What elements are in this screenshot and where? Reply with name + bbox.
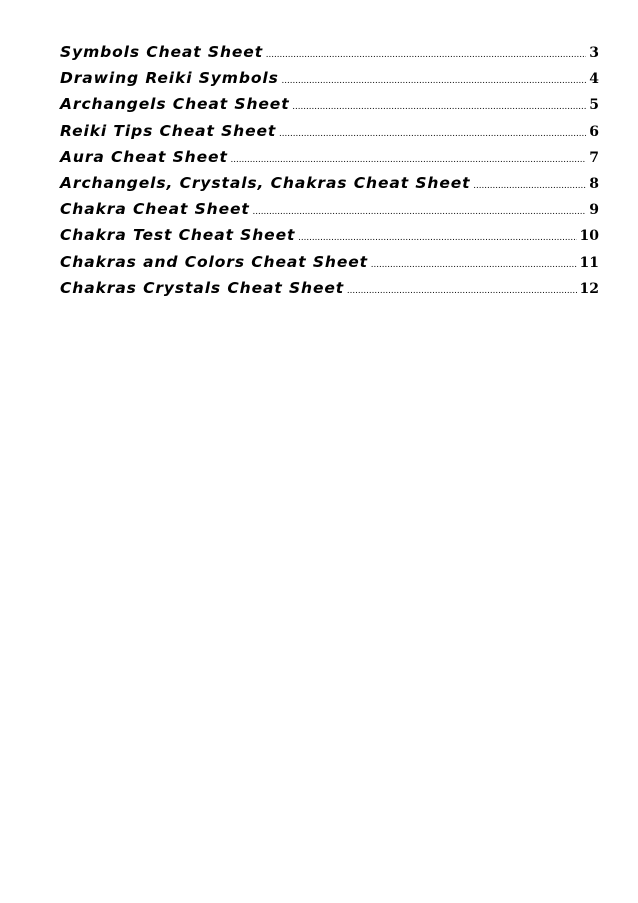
toc-dot-leader [347, 285, 576, 295]
toc-entry[interactable] [60, 200, 599, 226]
toc-dot-leader [282, 75, 587, 85]
toc-dot-leader [473, 180, 586, 190]
toc-entry-title: Aura Cheat Sheet [60, 147, 228, 166]
toc-entry[interactable] [60, 174, 599, 200]
toc-entry-page-number: 3 [589, 45, 599, 61]
toc-dot-leader [371, 259, 577, 269]
toc-entry[interactable] [60, 122, 599, 148]
toc-entry-page-number: 12 [579, 280, 599, 297]
toc-entry[interactable] [60, 279, 599, 305]
toc-entry-title: Chakras and Colors Cheat Sheet [60, 252, 368, 271]
toc-entry-title: Chakra Test Cheat Sheet [60, 226, 296, 245]
toc-entry-title: Reiki Tips Cheat Sheet [60, 121, 277, 140]
toc-entry-title: Drawing Reiki Symbols [60, 69, 279, 88]
toc-entry-title: Chakras Crystals Cheat Sheet [60, 278, 345, 297]
toc-entry-page-number: 6 [589, 123, 599, 140]
toc-entry-page-number: 7 [589, 149, 599, 166]
toc-entry[interactable] [60, 69, 599, 95]
toc-entry[interactable] [60, 253, 599, 279]
toc-entry[interactable] [60, 226, 599, 252]
toc-entry-title: Archangels, Crystals, Chakras Cheat Sheet [60, 173, 471, 192]
toc-entry-title: Symbols Cheat Sheet [60, 43, 264, 61]
toc-dot-leader [293, 101, 587, 111]
toc-dot-leader [231, 154, 587, 164]
toc-entry[interactable] [60, 95, 599, 121]
toc-entry-page-number: 5 [589, 97, 599, 114]
toc-entry-page-number: 11 [579, 254, 599, 271]
toc-entry-page-number: 10 [579, 228, 599, 245]
toc-entry[interactable] [60, 148, 599, 174]
table-of-contents [60, 43, 599, 305]
toc-entry-page-number: 8 [589, 175, 599, 192]
toc-dot-leader [279, 128, 586, 138]
toc-dot-leader [253, 206, 587, 216]
toc-entry-title: Chakra Cheat Sheet [60, 200, 250, 219]
toc-entry-page-number: 9 [589, 202, 599, 219]
toc-entry[interactable] [60, 43, 599, 69]
toc-dot-leader [298, 232, 576, 242]
toc-entry-title: Archangels Cheat Sheet [60, 95, 290, 114]
toc-dot-leader [266, 49, 586, 59]
toc-entry-page-number: 4 [589, 71, 599, 88]
